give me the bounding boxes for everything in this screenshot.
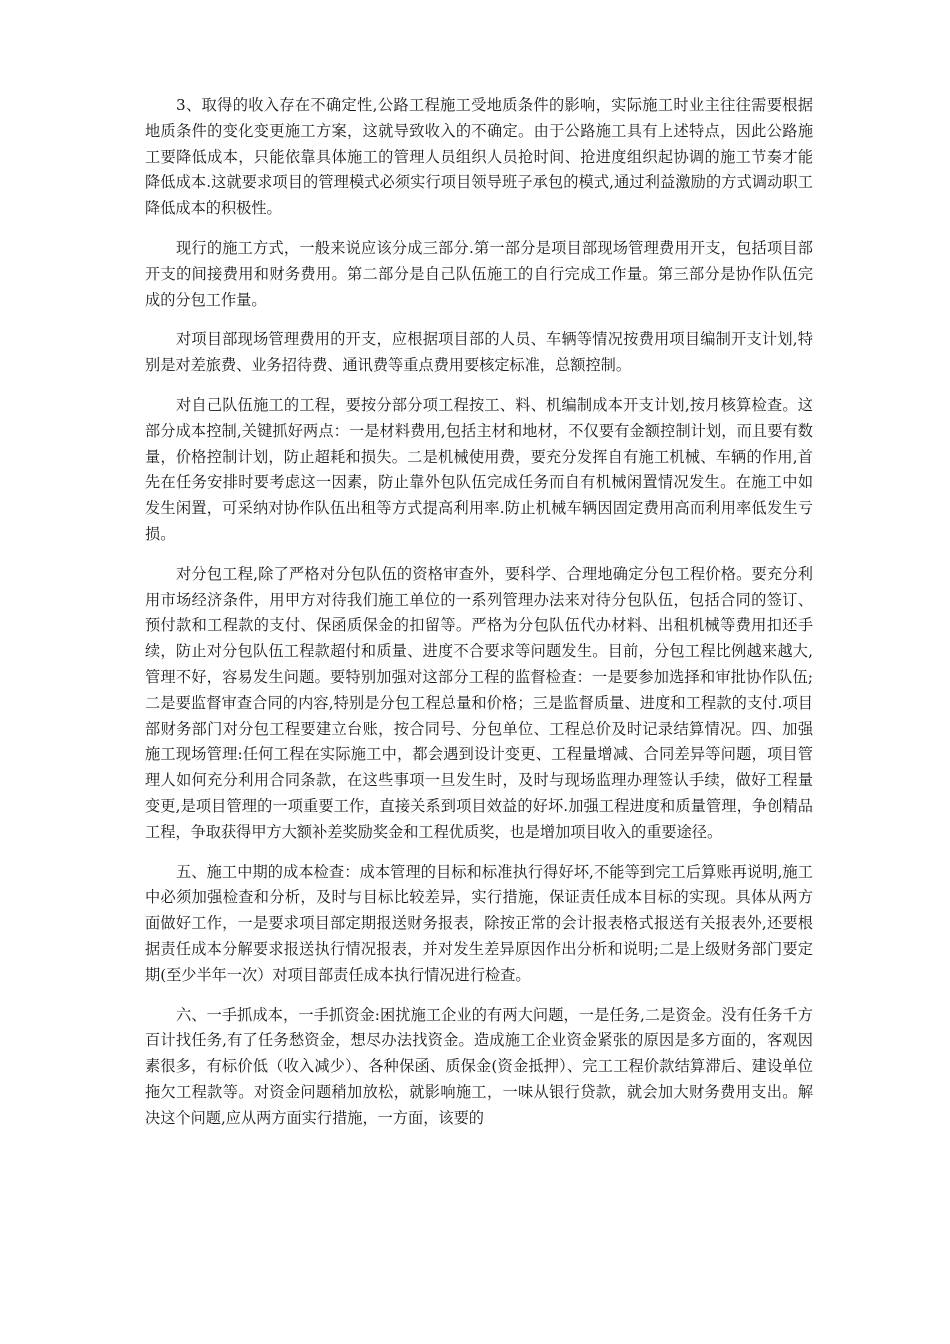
paragraph-mid-term-cost-check: 五、施工中期的成本检查：成本管理的目标和标准执行得好坏,不能等到完工后算账再说明,施工中必须加强检查和分析，及时与目标比较差异，实行措施，保证责任成本目标的实现。具体从两方面做好工作，一是要求项目部定期报送财务报表，除按正常的会计报表格式报送有关报表外,还要根据责任成本分解要求报送执行情况报表，并对发生差异原因作出分析和说明;二是上级财务部门要定期(至少半年一次）对项目部责任成本执行情况进行检查。 <box>145 862 813 984</box>
paragraph-cost-and-funds: 六、一手抓成本，一手抓资金:困扰施工企业的有两大问题，一是任务,二是资金。没有任务千方百计找任务,有了任务愁资金，想尽办法找资金。造成施工企业资金紧张的原因是多方面的，客观因素很多，有标价低（收入减少）、各种保函、质保金(资金抵押）、完工工程价款结算滞后、建设单位拖欠工程款等。对资金问题稍加放松，就影响施工，一味从银行贷款，就会加大财务费用支出。解决这个问题,应从两方面实行措施，一方面，该要的 <box>145 1005 813 1127</box>
paragraph-revenue-uncertainty: 3、取得的收入存在不确定性,公路工程施工受地质条件的影响，实际施工时业主往往需要根据地质条件的变化变更施工方案，这就导致收入的不确定。由于公路施工具有上述特点，因此公路施工要降低成本，只能依靠具体施工的管理人员组织人员抢时间、抢进度组织起协调的施工节奏才能降低成本.这就要求项目的管理模式必须实行项目领导班子承包的模式,通过利益激励的方式调动职工降低成本的积极性。 <box>145 96 813 218</box>
paragraph-own-team-costs: 对自己队伍施工的工程，要按分部分项工程按工、料、机编制成本开支计划,按月核算检查。这部分成本控制,关键抓好两点：一是材料费用,包括主材和地材，不仅要有金额控制计划，而且要有数量，价格控制计划，防止超耗和损失。二是机械使用费，要充分发挥自有施工机械、车辆的作用,首先在任务安排时要考虑这一因素，防止靠外包队伍完成任务而自有机械闲置情况发生。在施工中如发生闲置，可采纳对协作队伍出租等方式提高利用率.防止机械车辆因固定费用高而利用率低发生亏损。 <box>145 395 813 543</box>
paragraph-site-management-costs: 对项目部现场管理费用的开支，应根据项目部的人员、车辆等情况按费用项目编制开支计划,特别是对差旅费、业务招待费、通讯费等重点费用要核定标准，总额控制。 <box>145 330 813 375</box>
paragraph-construction-methods: 现行的施工方式，一般来说应该分成三部分.第一部分是项目部现场管理费用开支，包括项目部开支的间接费用和财务费用。第二部分是自己队伍施工的自行完成工作量。第三部分是协作队伍完成的分包工作量。 <box>145 238 813 309</box>
paragraph-subcontract-management: 对分包工程,除了严格对分包队伍的资格审查外，要科学、合理地确定分包工程价格。要充分利用市场经济条件，用甲方对待我们施工单位的一系列管理办法来对待分包队伍，包括合同的签订、预付款和工程款的支付、保函质保金的扣留等。严格为分包队伍代办材料、出租机械等费用扣还手续，防止对分包队伍工程款超付和质量、进度不合要求等问题发生。目前，分包工程比例越来越大,管理不好，容易发生问题。要特别加强对这部分工程的监督检查：一是要参加选择和审批协作队伍;二是要监督审查合同的内容,特别是分包工程总量和价格；三是监督质量、进度和工程款的支付.项目部财务部门对分包工程要建立台账，按合同号、分包单位、工程总价及时记录结算情况。四、加强施工现场管理:任何工程在实际施工中，都会遇到设计变更、工程量增减、合同差异等问题，项目管理人如何充分利用合同条款，在这些事项一旦发生时，及时与现场监理办理签认手续，做好工程量变更,是项目管理的一项重要工作，直接关系到项目效益的好坏.加强工程进度和质量管理，争创精品工程，争取获得甲方大额补差奖励奖金和工程优质奖，也是增加项目收入的重要途径。 <box>145 564 813 841</box>
document-body <box>145 93 813 1145</box>
